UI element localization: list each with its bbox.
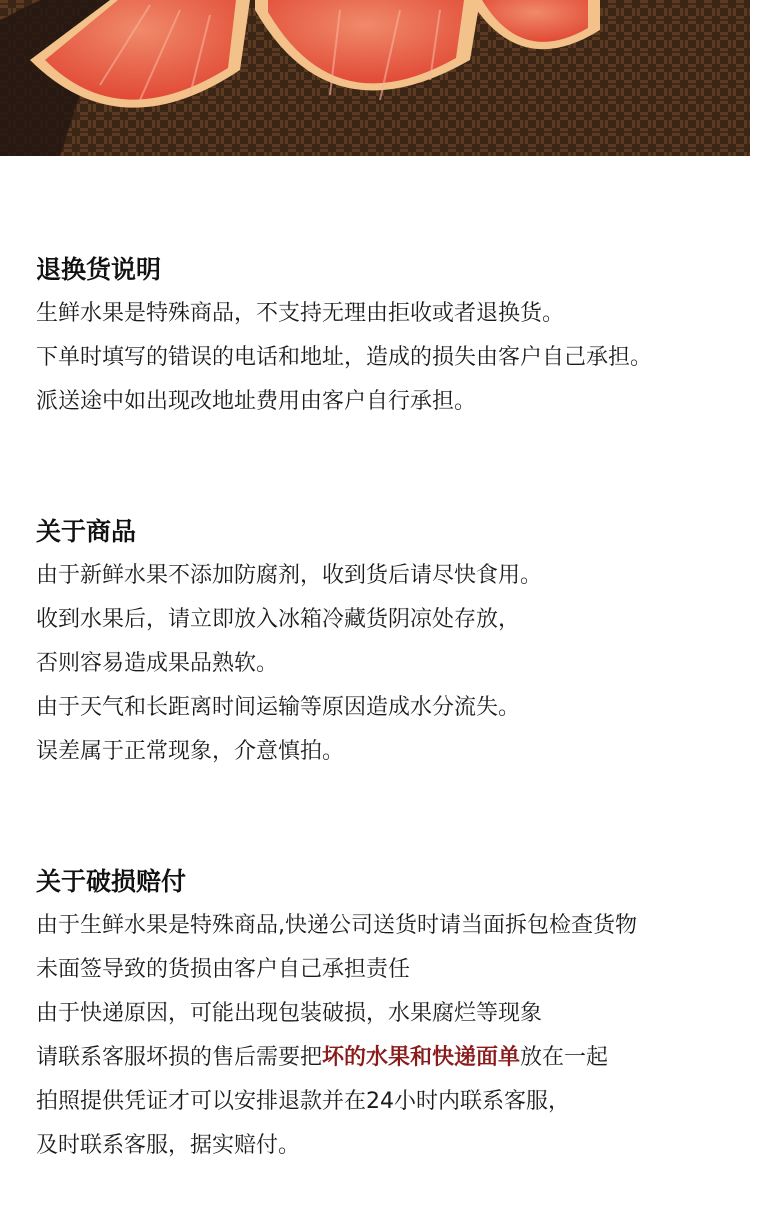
section-product [36, 510, 766, 774]
damage-line: 及时联系客服，据实赔付。 [36, 1133, 301, 1158]
section-title-product: 关于商品 [36, 517, 137, 546]
damage-line: 由于快递原因，可能出现包装破损，水果腐烂等现象 [36, 1001, 543, 1026]
product-line: 由于天气和长距离时间运输等原因造成水分流失。 [36, 695, 521, 720]
product-line: 误差属于正常现象，介意慎拍。 [36, 739, 345, 764]
section-damage [36, 860, 766, 1168]
damage-line: 未面签导致的货损由客户自己承担责任 [36, 957, 411, 982]
banner-image [0, 0, 750, 156]
section-returns [36, 248, 766, 424]
damage-line: 拍照提供凭证才可以安排退款并在24小时内联系客服， [36, 1089, 570, 1114]
damage-highlight-line [36, 1036, 766, 1080]
damage-highlight-after: 放在一起 [520, 1045, 609, 1070]
damage-highlight-text: 坏的水果和快递面单 [322, 1045, 521, 1070]
returns-line: 派送途中如出现改地址费用由客户自行承担。 [36, 389, 477, 414]
product-line: 收到水果后，请立即放入冰箱冷藏货阴凉处存放， [36, 607, 521, 632]
section-title-damage: 关于破损赔付 [36, 867, 187, 896]
damage-line: 由于生鲜水果是特殊商品,快递公司送货时请当面拆包检查货物 [36, 913, 637, 938]
product-line: 由于新鲜水果不添加防腐剂，收到货后请尽快食用。 [36, 563, 543, 588]
orange-slices-photo [0, 0, 750, 156]
returns-line: 下单时填写的错误的电话和地址，造成的损失由客户自己承担。 [36, 345, 653, 370]
section-title-returns: 退换货说明 [36, 255, 162, 284]
returns-line: 生鲜水果是特殊商品，不支持无理由拒收或者退换货。 [36, 301, 565, 326]
damage-highlight-before: 请联系客服坏损的售后需要把 [36, 1045, 323, 1070]
product-line: 否则容易造成果品熟软。 [36, 651, 279, 676]
